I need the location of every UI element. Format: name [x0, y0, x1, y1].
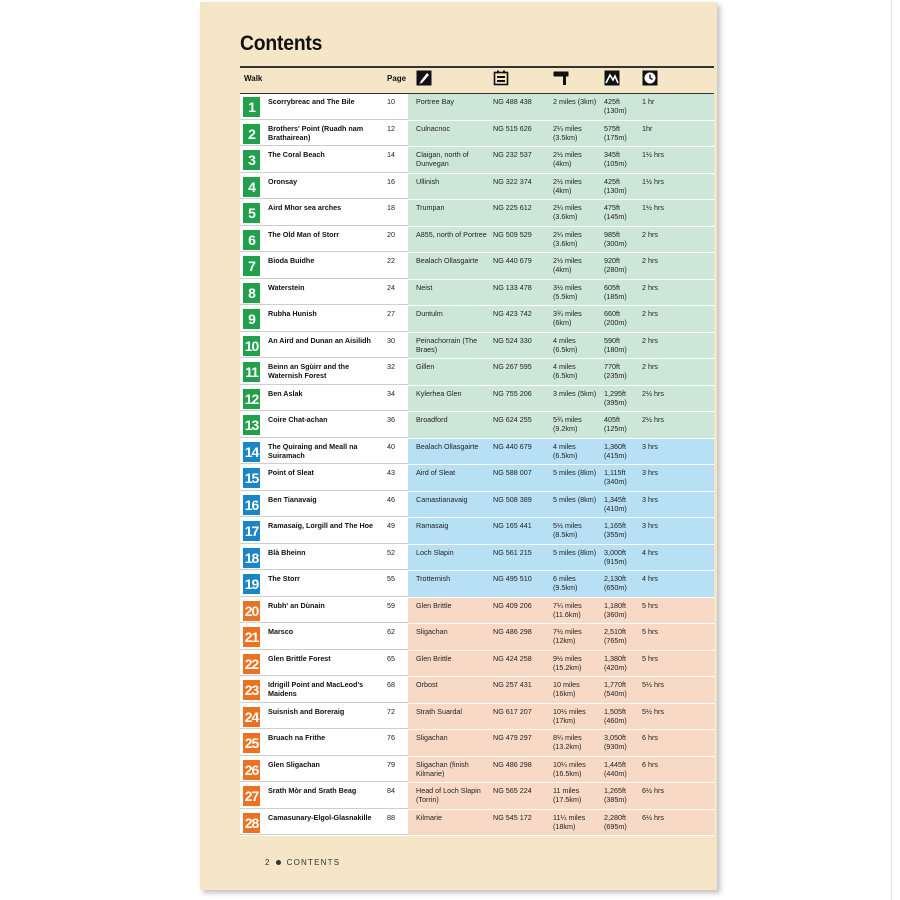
ascent-icon	[604, 70, 620, 86]
walk-page: 72	[387, 706, 395, 716]
walk-start-point: Peinachorrain (The Braes)	[416, 335, 478, 354]
walk-ascent: 1,165ft (355m)	[604, 521, 627, 539]
walk-grid-ref: NG 133 478	[493, 282, 532, 292]
walk-start-point: Sligachan (finish Kilmarie)	[416, 759, 469, 778]
walk-grid-ref: NG 545 172	[493, 812, 532, 822]
table-row	[240, 757, 714, 784]
walk-name: Oronsay	[268, 176, 298, 186]
walk-time: 3 hrs	[642, 521, 658, 530]
walk-name: Coire Chat-achan	[268, 415, 328, 424]
walk-start-point: Bealach Ollasgairte	[416, 256, 479, 265]
walk-grid-ref: NG 267 595	[493, 362, 532, 371]
walk-start-point: Aird of Sleat	[416, 468, 456, 477]
walk-name: Ben Tianavaig	[268, 494, 317, 504]
table-row	[240, 386, 714, 413]
walk-page: 27	[387, 309, 395, 318]
walk-grid-ref: NG 165 441	[493, 521, 532, 530]
walk-grid-ref: NG 440 679	[493, 441, 532, 451]
walk-name: Blà Bheinn	[268, 547, 306, 557]
walk-ascent: 2,130ft (650m)	[604, 574, 627, 592]
distance-icon	[553, 70, 569, 86]
walk-time: 3 hrs	[642, 494, 658, 504]
page-number: 2	[265, 858, 271, 867]
walk-time: 1½ hrs	[642, 203, 664, 212]
walk-grid-ref: NG 257 431	[493, 680, 532, 689]
walk-start-point: Strath Suardal	[416, 706, 462, 716]
table-row	[240, 704, 714, 731]
walk-grid-ref: NG 561 215	[493, 547, 532, 557]
walk-page: 84	[387, 786, 395, 795]
walk-start-point: Broadford	[416, 415, 448, 424]
walk-ascent: 605ft (185m)	[604, 282, 627, 301]
walk-start-point: Ullinish	[416, 176, 440, 186]
table-row	[240, 253, 714, 280]
walk-name: The Coral Beach	[268, 150, 325, 159]
walk-ascent: 1,445ft (440m)	[604, 759, 627, 778]
walk-page: 20	[387, 229, 395, 239]
table-row	[240, 492, 714, 519]
walk-time: 6½ hrs	[642, 786, 664, 795]
walk-distance: 2 miles (3km)	[553, 97, 597, 106]
walk-ascent: 345ft (105m)	[604, 150, 627, 168]
walk-time: 5½ hrs	[642, 680, 664, 689]
walk-number-badge: 16	[244, 496, 259, 513]
header-rule-top	[240, 66, 714, 68]
walk-distance: 5 miles (8km)	[553, 494, 597, 504]
walk-number-badge: 13	[244, 417, 259, 433]
walk-number-badge: 4	[243, 177, 260, 197]
walk-time: 2 hrs	[642, 309, 658, 318]
footer-label: CONTENTS	[286, 858, 341, 867]
walk-time: 5 hrs	[642, 653, 658, 663]
walk-page: 40	[387, 441, 395, 451]
walk-distance: 9½ miles (15.2km)	[553, 653, 582, 672]
walk-ascent: 3,000ft (915m)	[604, 547, 627, 566]
page-title: Contents	[240, 32, 323, 55]
table-row	[240, 598, 714, 625]
footer-bullet-icon	[276, 860, 281, 865]
walk-number-badge: 5	[243, 203, 260, 223]
walk-ascent: 770ft (235m)	[604, 362, 627, 380]
walk-start-point: Bealach Ollasgairte	[416, 441, 479, 451]
walk-grid-ref: NG 515 626	[493, 123, 532, 133]
walk-distance: 2½ miles (4km)	[553, 176, 582, 195]
walk-grid-ref: NG 755 206	[493, 388, 532, 398]
walk-distance: 4 miles (6.5km)	[553, 335, 578, 354]
walk-ascent: 3,050ft (930m)	[604, 733, 627, 751]
start-point-icon	[416, 70, 432, 86]
walk-start-point: Head of Loch Slapin (Torrin)	[416, 786, 481, 804]
walk-grid-ref: NG 495 510	[493, 574, 532, 583]
walk-ascent: 1,180ft (360m)	[604, 600, 627, 619]
walk-number-badge: 1	[243, 97, 260, 117]
walk-distance: 3½ miles (5.5km)	[553, 282, 582, 301]
walk-ascent: 1,505ft (460m)	[604, 706, 627, 725]
walk-name: Rubh' an Dùnain	[268, 600, 325, 610]
walk-name: Marsco	[268, 627, 294, 636]
walk-distance: 11 miles (17.5km)	[553, 786, 582, 804]
walk-distance: 10 miles (16km)	[553, 680, 580, 698]
walk-grid-ref: NG 409 206	[493, 600, 532, 610]
walk-page: 24	[387, 282, 395, 292]
walk-page: 30	[387, 335, 395, 345]
walk-number-badge: 21	[244, 629, 259, 645]
walk-grid-ref: NG 232 537	[493, 150, 532, 159]
walk-name: Rubha Hunish	[268, 309, 317, 318]
walk-time: 5½ hrs	[642, 706, 664, 716]
walk-number-badge: 24	[244, 708, 259, 725]
walk-time: 6 hrs	[642, 759, 658, 769]
walk-name: Idrigill Point and MacLeod's Maidens	[268, 680, 364, 698]
page-footer	[265, 858, 340, 867]
walk-grid-ref: NG 479 297	[493, 733, 532, 742]
walk-ascent: 1,265ft (385m)	[604, 786, 627, 804]
walk-number-badge: 18	[244, 549, 259, 566]
table-row	[240, 439, 714, 466]
walk-time: 1 hr	[642, 97, 655, 106]
walk-grid-ref: NG 423 742	[493, 309, 532, 318]
walk-time: 1hr	[642, 123, 653, 133]
walk-ascent: 985ft (300m)	[604, 229, 627, 248]
walk-name: Bruach na Frithe	[268, 733, 326, 742]
table-row	[240, 94, 714, 121]
walk-ascent: 920ft (280m)	[604, 256, 627, 274]
walk-ascent: 1,295ft (395m)	[604, 388, 627, 407]
table-row	[240, 121, 714, 148]
walk-grid-ref: NG 486 298	[493, 759, 532, 769]
walk-start-point: Sligachan	[416, 733, 448, 742]
walk-number-badge: 27	[244, 788, 259, 804]
walk-page: 22	[387, 256, 395, 265]
walk-number-badge: 26	[244, 761, 259, 778]
walk-page: 43	[387, 468, 395, 477]
walk-number-badge: 19	[244, 576, 259, 592]
walk-page: 79	[387, 759, 395, 769]
walk-ascent: 1,345ft (410m)	[604, 494, 627, 513]
walk-distance: 8¼ miles (13.2km)	[553, 733, 582, 751]
walk-grid-ref: NG 424 258	[493, 653, 532, 663]
walk-page: 88	[387, 812, 395, 822]
walk-time: 2 hrs	[642, 256, 658, 265]
walk-name: The Storr	[268, 574, 300, 583]
walk-distance: 4 miles (6.5km)	[553, 441, 578, 460]
walk-number-badge: 15	[244, 470, 259, 486]
walk-time: 1½ hrs	[642, 150, 664, 159]
walk-start-point: Glen Brittle	[416, 653, 452, 663]
table-row	[240, 545, 714, 572]
walk-distance: 3¾ miles (6km)	[553, 309, 582, 327]
walk-grid-ref: NG 509 529	[493, 229, 532, 239]
walk-start-point: Kilmarie	[416, 812, 442, 822]
walk-grid-ref: NG 565 224	[493, 786, 532, 795]
walk-number-badge: 25	[244, 735, 259, 751]
walk-grid-ref: NG 322 374	[493, 176, 532, 186]
walk-time: 4 hrs	[642, 547, 658, 557]
walk-number-badge: 2	[243, 124, 260, 144]
walk-number-badge: 12	[244, 390, 259, 407]
walk-number-badge: 20	[244, 602, 259, 619]
walk-number-badge: 17	[244, 523, 259, 539]
walk-distance: 5 miles (8km)	[553, 547, 597, 557]
walk-time: 6½ hrs	[642, 812, 664, 822]
table-row	[240, 571, 714, 598]
book-page	[200, 2, 717, 890]
walk-time: 3 hrs	[642, 468, 658, 477]
walk-ascent: 1,770ft (540m)	[604, 680, 627, 698]
walk-time: 1½ hrs	[642, 176, 664, 186]
table-row	[240, 677, 714, 704]
walk-time: 3 hrs	[642, 441, 658, 451]
walk-page: 62	[387, 627, 395, 636]
walk-start-point: Kylerhea Glen	[416, 388, 462, 398]
walk-name: Suisnish and Boreraig	[268, 706, 345, 716]
table-row	[240, 359, 714, 386]
table-row	[240, 306, 714, 333]
walk-start-point: Sligachan	[416, 627, 448, 636]
walk-name: The Old Man of Storr	[268, 229, 340, 239]
walk-ascent: 425ft (130m)	[604, 176, 627, 195]
walk-grid-ref: NG 588 007	[493, 468, 532, 477]
walk-number-badge: 8	[243, 283, 260, 303]
walk-page: 55	[387, 574, 395, 583]
table-row	[240, 651, 714, 678]
walk-time: 6 hrs	[642, 733, 658, 742]
walk-time: 2 hrs	[642, 282, 658, 292]
table-row	[240, 730, 714, 757]
walk-name: Waterstein	[268, 282, 305, 292]
walk-distance: 6 miles (9.5km)	[553, 574, 578, 592]
walk-page: 16	[387, 176, 395, 186]
walk-start-point: Ramasaig	[416, 521, 449, 530]
time-icon	[642, 70, 658, 86]
walk-page: 76	[387, 733, 395, 742]
walk-page: 10	[387, 97, 395, 106]
walk-ascent: 2,280ft (695m)	[604, 812, 627, 831]
walk-ascent: 660ft (200m)	[604, 309, 627, 327]
walk-distance: 10¼ miles (16.5km)	[553, 759, 586, 778]
walk-time: 2 hrs	[642, 362, 658, 371]
walk-name: Beinn an Sgùirr and the Waternish Forest	[268, 362, 350, 380]
walk-grid-ref: NG 508 389	[493, 494, 532, 504]
walk-name: Glen Brittle Forest	[268, 653, 331, 663]
walk-time: 2 hrs	[642, 229, 658, 239]
walk-number-badge: 22	[244, 655, 259, 672]
walk-number-badge: 11	[243, 362, 260, 382]
walk-grid-ref: NG 488 438	[493, 97, 532, 106]
walk-time: 5 hrs	[642, 627, 658, 636]
walk-start-point: Gillen	[416, 362, 435, 371]
walk-ascent: 1,380ft (420m)	[604, 653, 627, 672]
walk-name: Bioda Buidhe	[268, 256, 315, 265]
walk-number-badge: 28	[244, 814, 259, 831]
walk-number-badge: 23	[244, 682, 259, 698]
walk-start-point: A855, north of Portree	[416, 229, 487, 239]
walk-ascent: 2,510ft (765m)	[604, 627, 627, 645]
walk-time: 5 hrs	[642, 600, 658, 610]
walk-page: 59	[387, 600, 395, 610]
walk-ascent: 405ft (125m)	[604, 415, 627, 433]
table-row	[240, 280, 714, 307]
walk-distance: 7½ miles (12km)	[553, 627, 582, 645]
walk-name: Glen Sligachan	[268, 759, 320, 769]
walk-time: 2½ hrs	[642, 388, 664, 398]
walk-time: 4 hrs	[642, 574, 658, 583]
walk-ascent: 1,360ft (415m)	[604, 441, 627, 460]
table-row	[240, 624, 714, 651]
page-column-header: Page	[387, 74, 407, 83]
table-row	[240, 147, 714, 174]
walk-number-badge: 7	[243, 256, 260, 276]
grid-reference-icon	[493, 70, 509, 86]
walk-start-point: Camastianavaig	[416, 494, 468, 504]
table-row	[240, 333, 714, 360]
walk-ascent: 425ft (130m)	[604, 97, 627, 115]
walk-page: 18	[387, 203, 395, 212]
walk-name: Srath Mòr and Srath Beag	[268, 786, 357, 795]
walk-page: 46	[387, 494, 395, 504]
walk-page: 14	[387, 150, 395, 159]
walk-number-badge: 3	[243, 150, 260, 170]
walk-distance: 5½ miles (8.5km)	[553, 521, 582, 539]
walk-ascent: 475ft (145m)	[604, 203, 627, 221]
walk-distance: 2½ miles (4km)	[553, 256, 582, 274]
walk-ascent: 1,115ft (340m)	[604, 468, 627, 486]
walk-start-point: Trotternish	[416, 574, 451, 583]
walk-number-badge: 6	[243, 230, 260, 250]
walk-start-point: Orbost	[416, 680, 438, 689]
walk-grid-ref: NG 617 207	[493, 706, 532, 716]
walk-name: The Quiraing and Meall na Suiramach	[268, 441, 358, 460]
table-row	[240, 227, 714, 254]
table-header	[240, 69, 714, 93]
walk-ascent: 590ft (180m)	[604, 335, 627, 354]
walk-start-point: Glen Brittle	[416, 600, 452, 610]
table-row	[240, 465, 714, 492]
walk-name: Camasunary-Elgol-Glasnakille	[268, 812, 372, 822]
walk-distance: 7¼ miles (11.6km)	[553, 600, 582, 619]
walk-page: 12	[387, 123, 395, 133]
walk-distance: 2½ miles (4km)	[553, 150, 582, 168]
walk-time: 2 hrs	[642, 335, 658, 345]
walk-ascent: 575ft (175m)	[604, 123, 627, 142]
walk-number-badge: 9	[243, 309, 260, 329]
walk-distance: 2¼ miles (3.5km)	[553, 123, 582, 142]
walk-grid-ref: NG 524 330	[493, 335, 532, 345]
walk-page: 32	[387, 362, 395, 371]
walk-name: An Aird and Dunan an Aisilidh	[268, 335, 371, 345]
walk-page: 68	[387, 680, 395, 689]
walk-page: 36	[387, 415, 395, 424]
walk-grid-ref: NG 624 255	[493, 415, 532, 424]
walk-name: Ramasaig, Lorgill and The Hoe	[268, 521, 374, 530]
walk-start-point: Portree Bay	[416, 97, 454, 106]
walk-distance: 10½ miles (17km)	[553, 706, 586, 725]
walk-grid-ref: NG 225 612	[493, 203, 532, 212]
adjacent-page-edge	[891, 0, 892, 900]
walk-distance: 2¼ miles (3.6km)	[553, 203, 582, 221]
table-row	[240, 783, 714, 810]
walk-distance: 3 miles (5km)	[553, 388, 597, 398]
walk-name: Point of Sleat	[268, 468, 314, 477]
walk-number-badge: 10	[244, 337, 259, 354]
table-row	[240, 200, 714, 227]
walk-page: 65	[387, 653, 395, 663]
walk-column-header: Walk	[244, 74, 263, 83]
walk-distance: 11¼ miles (18km)	[553, 812, 586, 831]
walk-time: 2½ hrs	[642, 415, 664, 424]
walk-name: Scorrybreac and The Bile	[268, 97, 355, 106]
walk-start-point: Duntulm	[416, 309, 443, 318]
walk-start-point: Neist	[416, 282, 433, 292]
walks-table	[240, 94, 714, 836]
walk-page: 52	[387, 547, 395, 557]
walk-distance: 5¾ miles (9.2km)	[553, 415, 582, 433]
table-row	[240, 810, 714, 837]
walk-start-point: Claigan, north of Dunvegan	[416, 150, 469, 168]
walk-page: 34	[387, 388, 395, 398]
walk-name: Aird Mhor sea arches	[268, 203, 342, 212]
table-row	[240, 174, 714, 201]
walk-start-point: Loch Slapin	[416, 547, 454, 557]
walk-distance: 2¼ miles (3.6km)	[553, 229, 582, 248]
walk-name: Brothers' Point (Ruadh nam Brathairean)	[268, 123, 364, 142]
walk-name: Ben Aslak	[268, 388, 303, 398]
table-row	[240, 412, 714, 439]
walk-distance: 4 miles (6.5km)	[553, 362, 578, 380]
walk-start-point: Trumpan	[416, 203, 445, 212]
walk-number-badge: 14	[244, 443, 259, 460]
walk-grid-ref: NG 440 679	[493, 256, 532, 265]
walk-distance: 5 miles (8km)	[553, 468, 597, 477]
walk-start-point: Culnacnoc	[416, 123, 450, 133]
table-row	[240, 518, 714, 545]
walk-page: 49	[387, 521, 395, 530]
walk-grid-ref: NG 486 298	[493, 627, 532, 636]
